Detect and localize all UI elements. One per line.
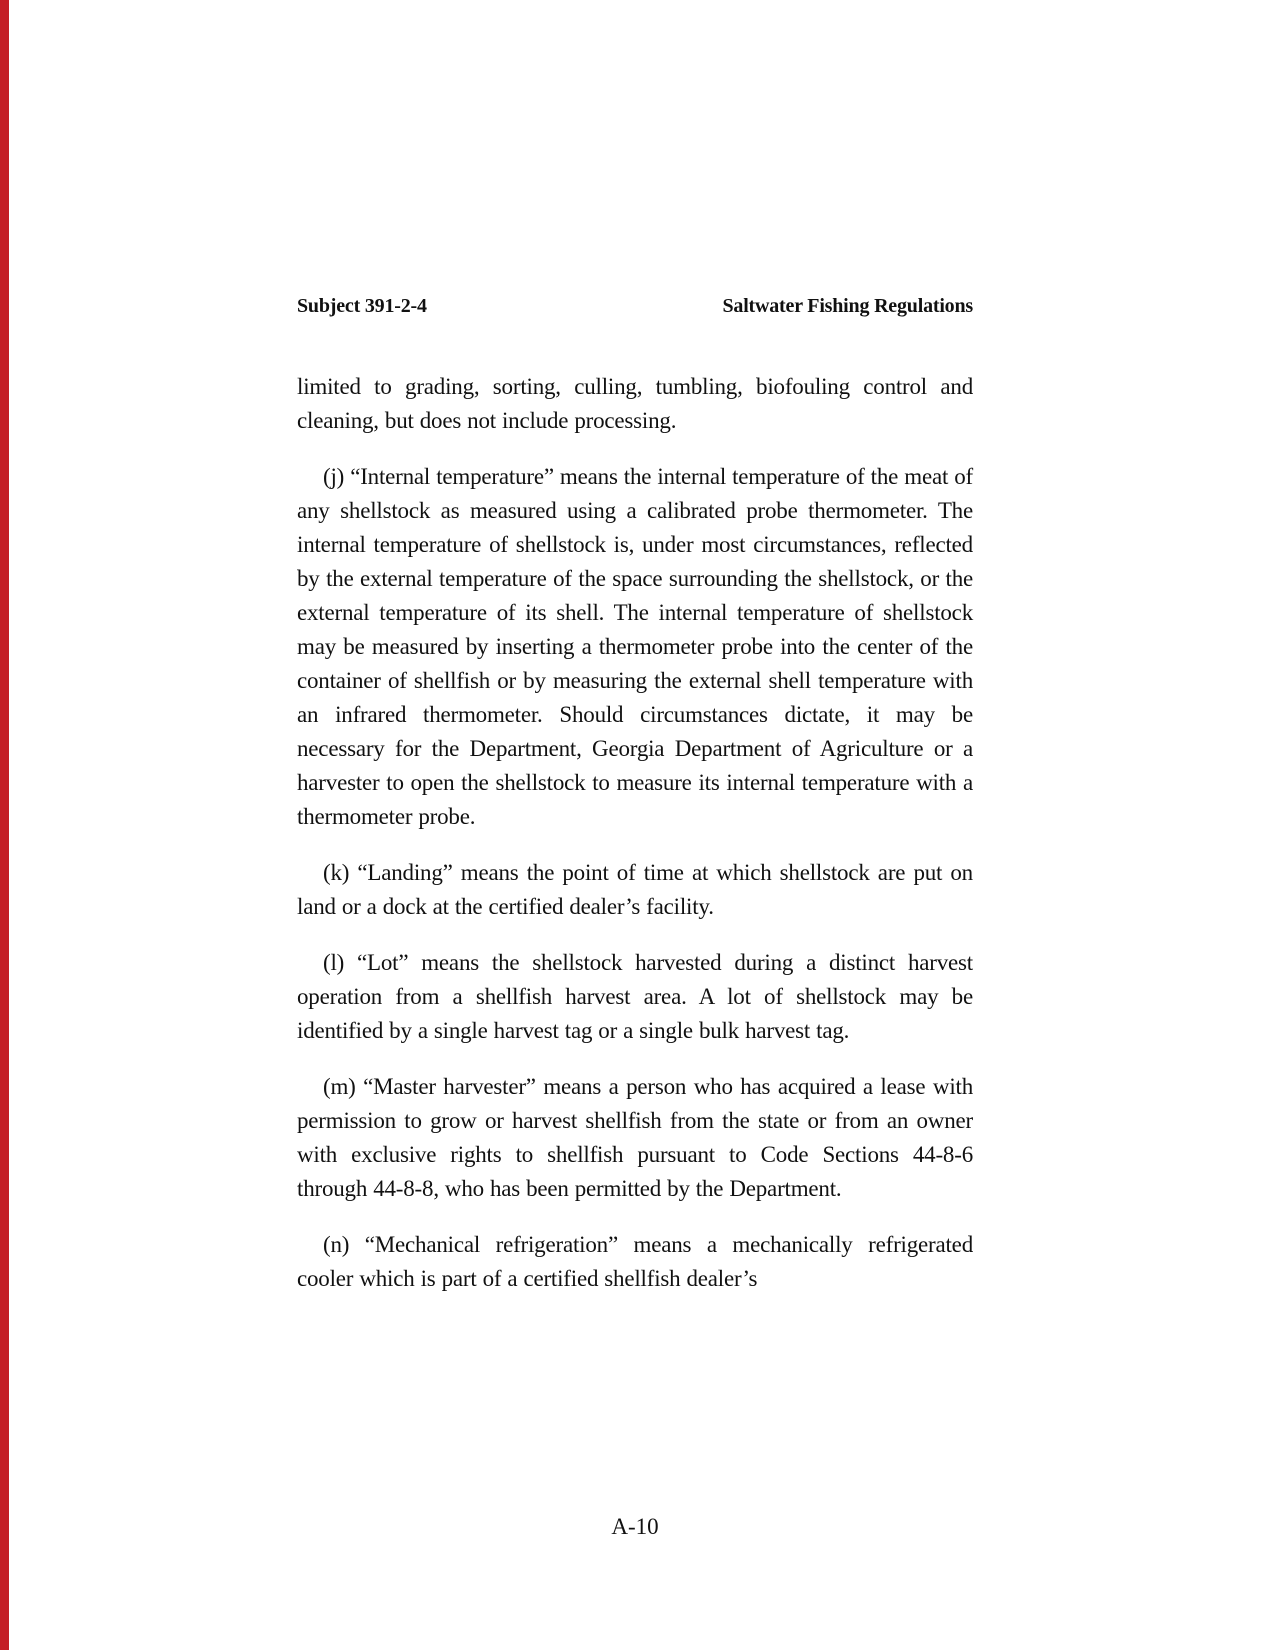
- body-text: [297, 370, 973, 1296]
- page-number: A-10: [611, 1514, 659, 1539]
- paragraph-continuation: limited to grading, sorting, culling, tumbling, biofouling control and cleaning, but does not include processing.: [297, 374, 973, 433]
- paragraph-n: (n) “Mechanical refrigeration” means a mechanically refrigerated cooler which is part of a certified shellfish dealer’s: [297, 1232, 973, 1291]
- paragraph-m: (m) “Master harvester” means a person who has acquired a lease with permission to grow or harvest shellfish from the state or from an owner with exclusive rights to shellfish pursuant to Code Sections 44-8-6 through 44-8-8, who has been permitted by the Department.: [297, 1074, 973, 1201]
- scan-edge-strip: [0, 0, 9, 1650]
- paragraph-l: (l) “Lot” means the shellstock harvested during a distinct harvest operation from a shellfish harvest area. A lot of shellstock may be identified by a single harvest tag or a single bulk harvest tag.: [297, 950, 973, 1043]
- paragraph-k: (k) “Landing” means the point of time at which shellstock are put on land or a dock at the certified dealer’s facility.: [297, 860, 973, 919]
- paragraph-j: (j) “Internal temperature” means the internal temperature of the meat of any shellstock as measured using a calibrated probe thermometer. The internal temperature of shellstock is, under most circumstances, reflected by the external temperature of the space surrounding the shellstock, or the external temperature of its shell. The internal temperature of shellstock may be measured by inserting a thermometer probe into the center of the container of shellfish or by measuring the external shell temperature with an infrared thermometer. Should circumstances dictate, it may be necessary for the Department, Georgia Department of Agriculture or a harvester to open the shellstock to measure its internal temperature with a thermometer probe.: [297, 464, 973, 829]
- header-title: Saltwater Fishing Regulations: [722, 295, 973, 317]
- header-subject: Subject 391-2-4: [297, 295, 427, 317]
- page-content: [297, 294, 973, 1296]
- page-header: [297, 294, 973, 318]
- page-footer: [297, 1512, 973, 1542]
